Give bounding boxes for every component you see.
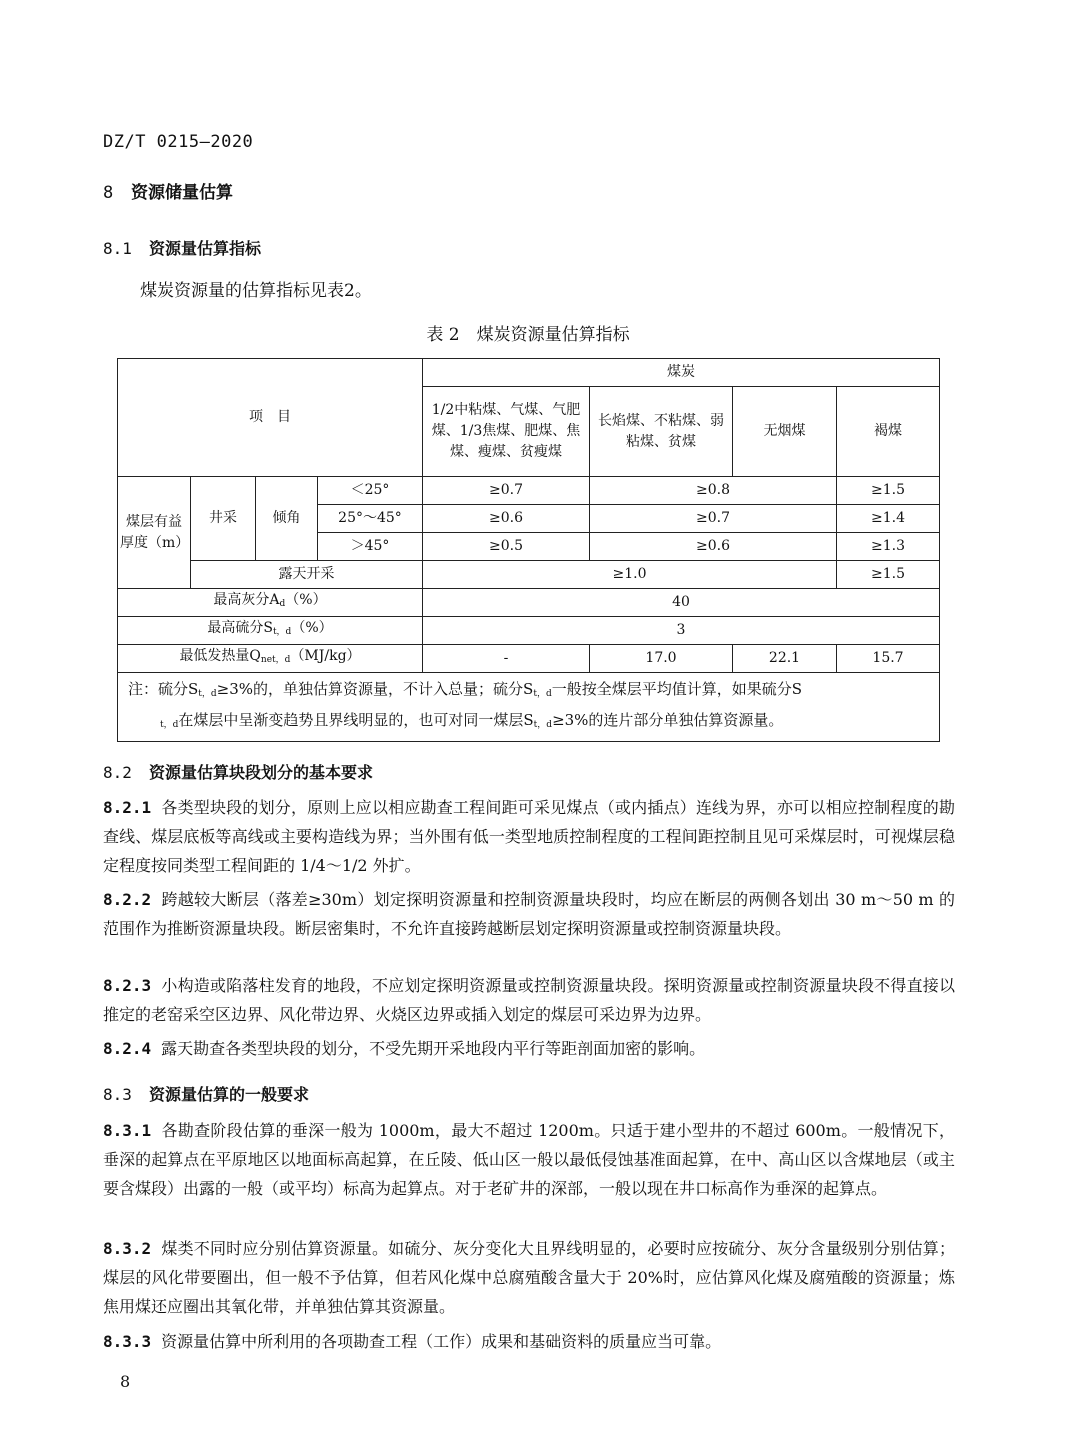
note-indent	[128, 711, 160, 729]
table-2-caption: 表 2 煤炭资源量估算指标	[426, 325, 630, 345]
paragraph-text: 跨越较大断层（落差≥30m）划定探明资源量和控制资源量块段时，均应在断层的两侧各划出 30 m～50 m 的范围作为推断资源量块段。断层密集时，不允许直接跨越断层划定探明资源量或控制资源量块段。	[103, 890, 955, 938]
table-sulfur-label	[118, 617, 423, 645]
sulfur-label-text: 最高硫分S	[207, 620, 273, 636]
section-8-3-heading	[103, 1082, 309, 1105]
note-text: 一般按全煤层平均值计算，如果硫分S	[551, 680, 802, 698]
note-subscript: t，d	[533, 720, 553, 730]
sulfur-subscript: t，d	[272, 627, 292, 637]
table-header-item: 项 目	[118, 359, 423, 477]
note-subscript: t，d	[160, 720, 179, 730]
section-8-1-number: 8.1	[103, 239, 132, 258]
table-header-lignite: 褐煤	[837, 387, 940, 477]
table-cell: ≥1.5	[837, 561, 940, 589]
paragraph-number: 8.3.2	[103, 1239, 152, 1258]
ash-subscript: d	[279, 599, 286, 609]
note-subscript: t，d	[198, 689, 217, 699]
paragraph-text: 各类型块段的划分，原则上应以相应勘查工程间距可采见煤点（或内插点）连线为界，亦可以相应控制程度的勘查线、煤层底板等高线或主要构造线为界；当外围有低一类型地质控制程度的工程间距控制且见可采煤层时，可视煤层稳定程度按同类型工程间距的 1/4～1/2 外扩。	[103, 798, 955, 875]
table-dip-cond-1: ＜25°	[318, 477, 423, 505]
section-8-2-number: 8.2	[103, 763, 132, 782]
paragraph-text: 小构造或陷落柱发育的地段，不应划定探明资源量或控制资源量块段。探明资源量或控制资源量块段不得直接以推定的老窑采空区边界、风化带边界、火烧区边界或插入划定的煤层可采边界为边界。	[103, 976, 955, 1024]
paragraph-8-2-3	[103, 971, 955, 1029]
section-8-3-title: 资源量估算的一般要求	[149, 1085, 310, 1104]
sulfur-unit: （%）	[291, 620, 333, 636]
table-note	[118, 673, 940, 742]
table-cell: ≥0.6	[423, 505, 590, 533]
section-8-1-heading	[103, 236, 261, 259]
section-8-title: 资源储量估算	[131, 183, 233, 203]
table-ash-label	[118, 589, 423, 617]
table-cell: ≥1.3	[837, 533, 940, 561]
section-8-heading	[103, 178, 233, 203]
section-8-number: 8	[103, 183, 114, 203]
section-8-2-title: 资源量估算块段划分的基本要求	[149, 763, 374, 782]
table-dip-label: 倾角	[256, 477, 318, 561]
paragraph-number: 8.2.1	[103, 798, 152, 817]
table-cell: 40	[423, 589, 940, 617]
paragraph-8-2-4	[103, 1034, 955, 1063]
table-cell: ≥0.7	[423, 477, 590, 505]
table-heat-label	[118, 645, 423, 673]
section-8-3-number: 8.3	[103, 1085, 132, 1104]
note-text: 在煤层中呈渐变趋势且界线明显的，也可对同一煤层S	[178, 711, 534, 729]
paragraph-8-3-2	[103, 1234, 955, 1321]
paragraph-text: 露天勘查各类型块段的划分，不受先期开采地段内平行等距剖面加密的影响。	[161, 1039, 706, 1058]
heat-label-text: 最低发热量Q	[179, 648, 261, 664]
table-header-anthracite: 无烟煤	[733, 387, 837, 477]
note-text: ≥3%的，单独估算资源量，不计入总量；硫分S	[216, 680, 534, 698]
table-cell: ≥0.6	[590, 533, 837, 561]
paragraph-number: 8.2.2	[103, 890, 152, 909]
standard-code: DZ/T 0215—2020	[103, 132, 254, 152]
paragraph-number: 8.3.1	[103, 1121, 152, 1140]
table-header-coking-coals: 1/2中粘煤、气煤、气肥煤、1/3焦煤、肥煤、焦煤、瘦煤、贫瘦煤	[423, 387, 590, 477]
paragraph-number: 8.2.4	[103, 1039, 152, 1058]
paragraph-8-3-1	[103, 1116, 955, 1203]
table-cell: ≥1.4	[837, 505, 940, 533]
table-cell: ≥0.7	[590, 505, 837, 533]
heat-unit: （MJ/kg）	[290, 648, 361, 664]
table-cell: 22.1	[733, 645, 837, 673]
ash-unit: （%）	[285, 592, 327, 608]
note-text: ≥3%的连片部分单独估算资源量。	[552, 711, 784, 729]
paragraph-text: 煤类不同时应分别估算资源量。如硫分、灰分变化大且界线明显的，必要时应按硫分、灰分含量级别分别估算；煤层的风化带要圈出，但一般不予估算，但若风化煤中总腐殖酸含量大于 20%时，应估算风化煤及腐殖酸的资源量；炼焦用煤还应圈出其氧化带，并单独估算其资源量。	[103, 1239, 955, 1316]
table-2	[117, 358, 940, 742]
paragraph-number: 8.3.3	[103, 1332, 152, 1351]
table-cell: -	[423, 645, 590, 673]
ash-label-text: 最高灰分A	[213, 592, 280, 608]
table-open-pit-label: 露天开采	[191, 561, 423, 589]
paragraph-8-3-3	[103, 1327, 955, 1356]
section-8-2-heading	[103, 760, 373, 783]
table-underground-label: 井采	[191, 477, 256, 561]
table-cell: ≥1.0	[423, 561, 837, 589]
table-header-long-flame-coals: 长焰煤、不粘煤、弱粘煤、贫煤	[590, 387, 733, 477]
paragraph-text: 资源量估算中所利用的各项勘查工程（工作）成果和基础资料的质量应当可靠。	[161, 1332, 722, 1351]
section-8-1-title: 资源量估算指标	[149, 239, 262, 258]
paragraph-8-2-2	[103, 885, 955, 943]
paragraph-8-2-1	[103, 793, 955, 880]
paragraph-text: 各勘查阶段估算的垂深一般为 1000m，最大不超过 1200m。只适于建小型井的不超过 600m。一般情况下，垂深的起算点在平原地区以地面标高起算，在丘陵、低山区一般以最低侵蚀基准面起算，在中、高山区以含煤地层（或主要含煤段）出露的一般（或平均）标高为起算点。对于老矿井的深部，一般以现在井口标高作为垂深的起算点。	[103, 1121, 955, 1198]
table-thickness-label: 煤层有益厚度（m）	[118, 477, 191, 589]
table-cell: ≥1.5	[837, 477, 940, 505]
table-cell: 17.0	[590, 645, 733, 673]
table-cell: 15.7	[837, 645, 940, 673]
heat-subscript: net，d	[260, 655, 291, 665]
table-dip-cond-3: ＞45°	[318, 533, 423, 561]
table-cell: ≥0.8	[590, 477, 837, 505]
paragraph-number: 8.2.3	[103, 976, 152, 995]
section-8-1-intro: 煤炭资源量的估算指标见表2。	[140, 281, 372, 301]
page-number: 8	[120, 1372, 131, 1391]
note-subscript: t，d	[533, 689, 552, 699]
table-cell: 3	[423, 617, 940, 645]
note-text: 注：硫分S	[128, 680, 199, 698]
table-cell: ≥0.5	[423, 533, 590, 561]
table-header-coal: 煤炭	[423, 359, 940, 387]
table-dip-cond-2: 25°～45°	[318, 505, 423, 533]
